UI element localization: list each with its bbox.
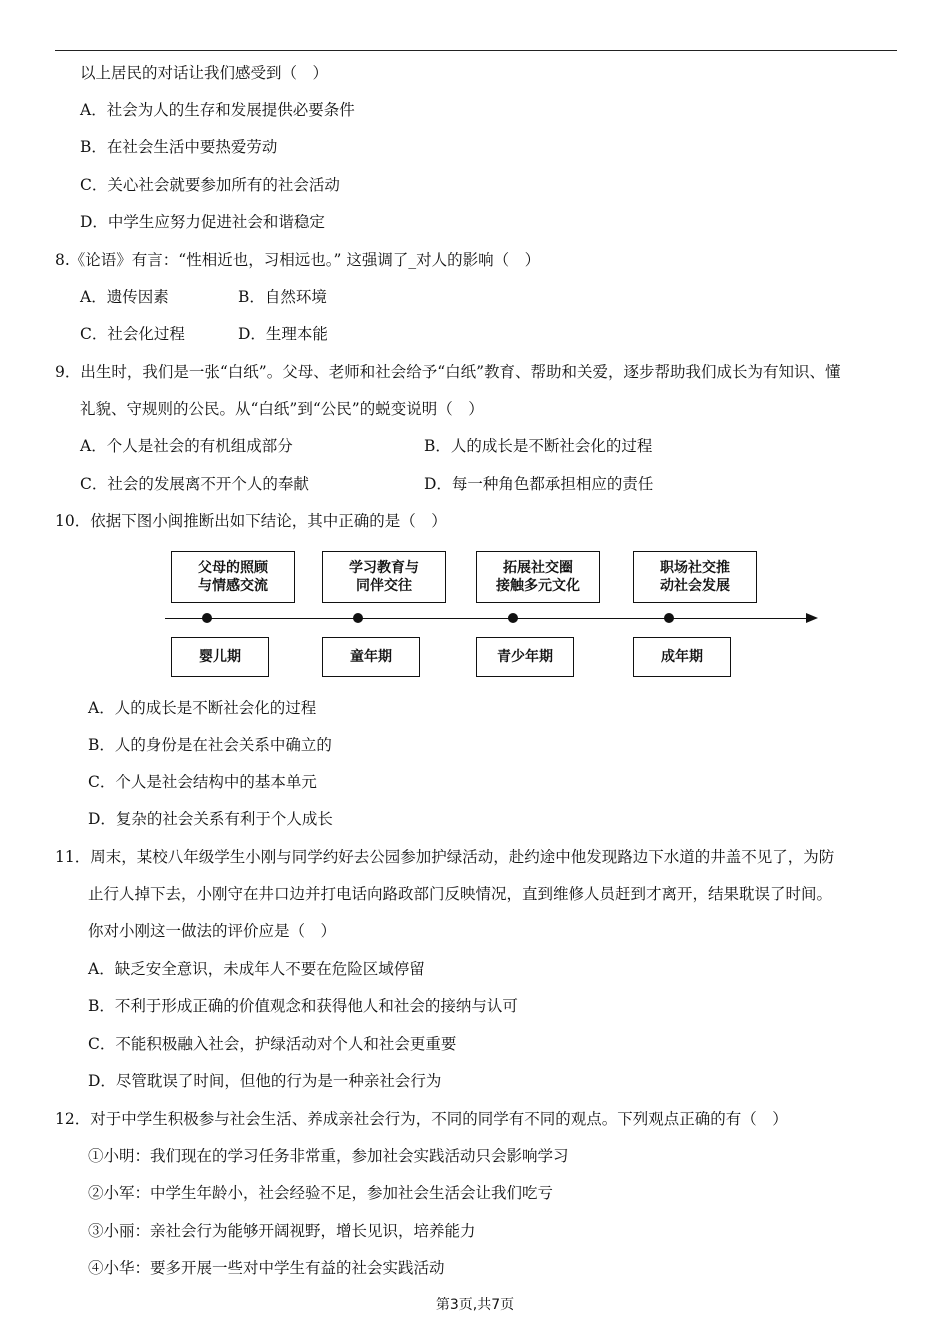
q12-statement-1: ①小明：我们现在的学习任务非常重，参加社会实践活动只会影响学习 [88,1147,569,1165]
q10-option-a[interactable]: A．人的成长是不断社会化的过程 [88,699,317,717]
q11-option-c[interactable]: C．不能积极融入社会，护绿活动对个人和社会更重要 [88,1035,457,1053]
timeline-stage-adulthood: 成年期 [633,637,731,677]
page-number: 第3页,共7页 [435,1297,515,1313]
q12-statement-3: ③小丽：亲社会行为能够开阔视野，增长见识，培养能力 [88,1222,476,1240]
q11-stem-line3: 你对小刚这一做法的评价应是（ ） [88,922,337,940]
q9-stem-line2: 礼貌、守规则的公民。从“白纸”到“公民”的蜕变说明（ ） [80,400,484,418]
timeline-label-childhood: 学习教育与 同伴交往 [322,551,446,603]
q11-option-b[interactable]: B．不利于形成正确的价值观念和获得他人和社会的接纳与认可 [88,997,518,1015]
q9-option-b[interactable]: B．人的成长是不断社会化的过程 [424,437,653,455]
q7-option-c[interactable]: C．关心社会就要参加所有的社会活动 [80,176,340,194]
q7-option-b[interactable]: B．在社会生活中要热爱劳动 [80,138,278,156]
timeline-label-infancy: 父母的照顾 与情感交流 [171,551,295,603]
q7-option-a[interactable]: A．社会为人的生存和发展提供必要条件 [80,101,355,119]
q12-statement-4: ④小华：要多开展一些对中学生有益的社会实践活动 [88,1259,445,1277]
timeline-dot [508,613,518,623]
q11-option-d[interactable]: D．尽管耽误了时间，但他的行为是一种亲社会行为 [88,1072,442,1090]
q9-option-a[interactable]: A．个人是社会的有机组成部分 [80,437,293,455]
timeline-stage-childhood: 童年期 [322,637,420,677]
q9-option-c[interactable]: C．社会的发展离不开个人的奉献 [80,475,309,493]
q10-stem: 10．依据下图小闽推断出如下结论，其中正确的是（ ） [55,512,447,530]
q11-stem-line1: 11．周末，某校八年级学生小刚与同学约好去公园参加护绿活动，赴约途中他发现路边下水道的井盖不见了，为防 [55,848,835,866]
q7-stem: 以上居民的对话让我们感受到（ ） [80,64,329,82]
timeline-label-adulthood: 职场社交推 动社会发展 [633,551,757,603]
q8-option-b[interactable]: B．自然环境 [238,288,327,306]
timeline-arrow-icon [806,613,818,623]
q10-option-d[interactable]: D．复杂的社会关系有利于个人成长 [88,810,333,828]
q8-stem: 8.《论语》有言：“性相近也，习相远也。” 这强调了_对人的影响（ ） [55,251,541,269]
q8-option-c[interactable]: C．社会化过程 [80,325,185,343]
header-rule [55,50,897,51]
q12-stem: 12．对于中学生积极参与社会生活、养成亲社会行为，不同的同学有不同的观点。下列观点正确的有（ ） [55,1110,788,1128]
timeline-dot [353,613,363,623]
q11-stem-line2: 止行人掉下去，小刚守在井口边并打电话向路政部门反映情况，直到维修人员赶到才离开，结果耽误了时间。 [88,885,833,903]
q8-option-a[interactable]: A．遗传因素 [80,288,169,306]
timeline-axis [165,618,808,619]
q9-option-d[interactable]: D．每一种角色都承担相应的责任 [424,475,654,493]
timeline-stage-adolescence: 青少年期 [476,637,574,677]
q11-option-a[interactable]: A．缺乏安全意识，未成年人不要在危险区域停留 [88,960,425,978]
timeline-stage-infancy: 婴儿期 [171,637,269,677]
timeline-dot [202,613,212,623]
timeline-dot [664,613,674,623]
q9-stem-line1: 9．出生时，我们是一张“白纸”。父母、老师和社会给予“白纸”教育、帮助和关爱，逐步帮助我们成长为有知识、懂 [55,363,841,381]
q12-statement-2: ②小军：中学生年龄小，社会经验不足，参加社会生活会让我们吃亏 [88,1184,554,1202]
q8-option-d[interactable]: D．生理本能 [238,325,328,343]
q7-option-d[interactable]: D．中学生应努力促进社会和谐稳定 [80,213,325,231]
q10-option-b[interactable]: B．人的身份是在社会关系中确立的 [88,736,332,754]
q10-option-c[interactable]: C．个人是社会结构中的基本单元 [88,773,317,791]
timeline-label-adolescence: 拓展社交圈 接触多元文化 [476,551,600,603]
